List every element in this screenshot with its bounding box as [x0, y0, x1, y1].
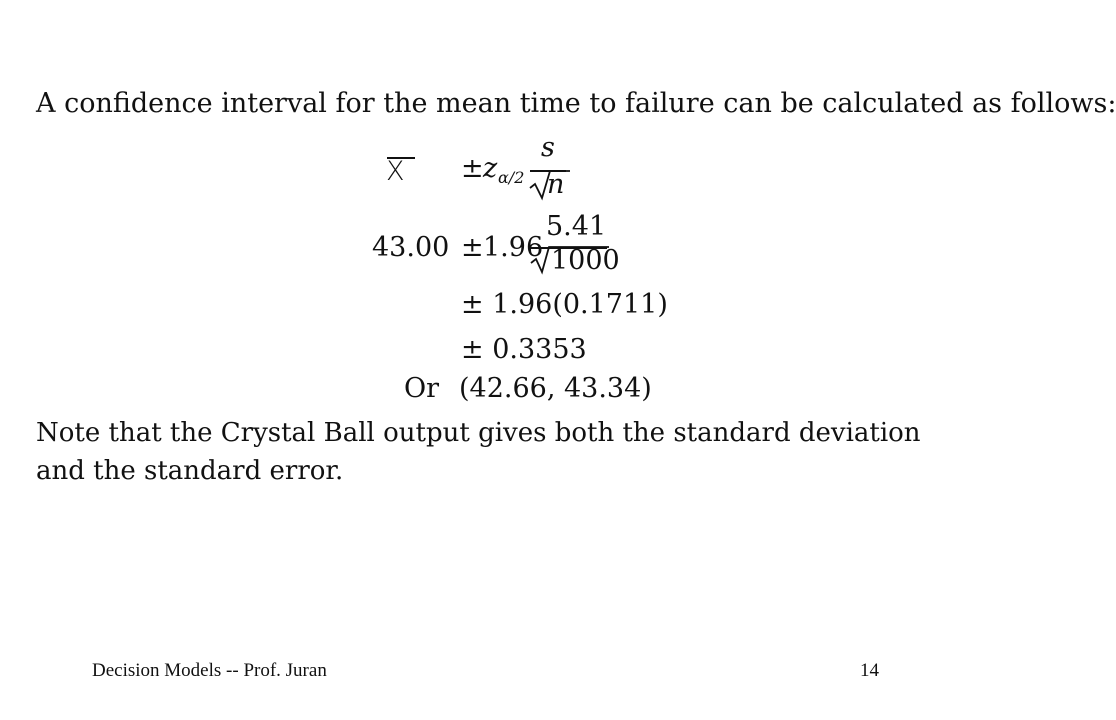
- page-number: 14: [860, 660, 879, 681]
- note-text: Note that the Crystal Ball output gives both the standard deviation and the standard error.: [36, 418, 921, 486]
- standard-error-step: ± 1.96(0.1711): [461, 289, 668, 320]
- margin-step: ± 0.3353: [461, 334, 587, 365]
- intro-text: A confidence interval for the mean time to failure can be calculated as follows:: [36, 88, 1116, 119]
- footer-course: Decision Models -- Prof. Juran: [92, 660, 327, 681]
- xbar-symbol: X: [386, 156, 405, 187]
- z-value: 1.96: [483, 232, 544, 263]
- numerator-value: 5.41: [546, 211, 607, 242]
- n-denominator: n: [547, 169, 565, 200]
- alpha-subscript: α/2: [498, 168, 525, 187]
- or-label: Or: [404, 373, 440, 404]
- denominator-value: 1000: [551, 245, 620, 276]
- s-numerator: s: [541, 132, 555, 163]
- confidence-interval: (42.66, 43.34): [459, 373, 652, 404]
- plus-minus-sign: ±: [461, 232, 484, 263]
- plus-minus-sign: ±: [461, 153, 484, 184]
- mean-value: 43.00: [372, 232, 450, 263]
- z-symbol: z: [483, 153, 498, 184]
